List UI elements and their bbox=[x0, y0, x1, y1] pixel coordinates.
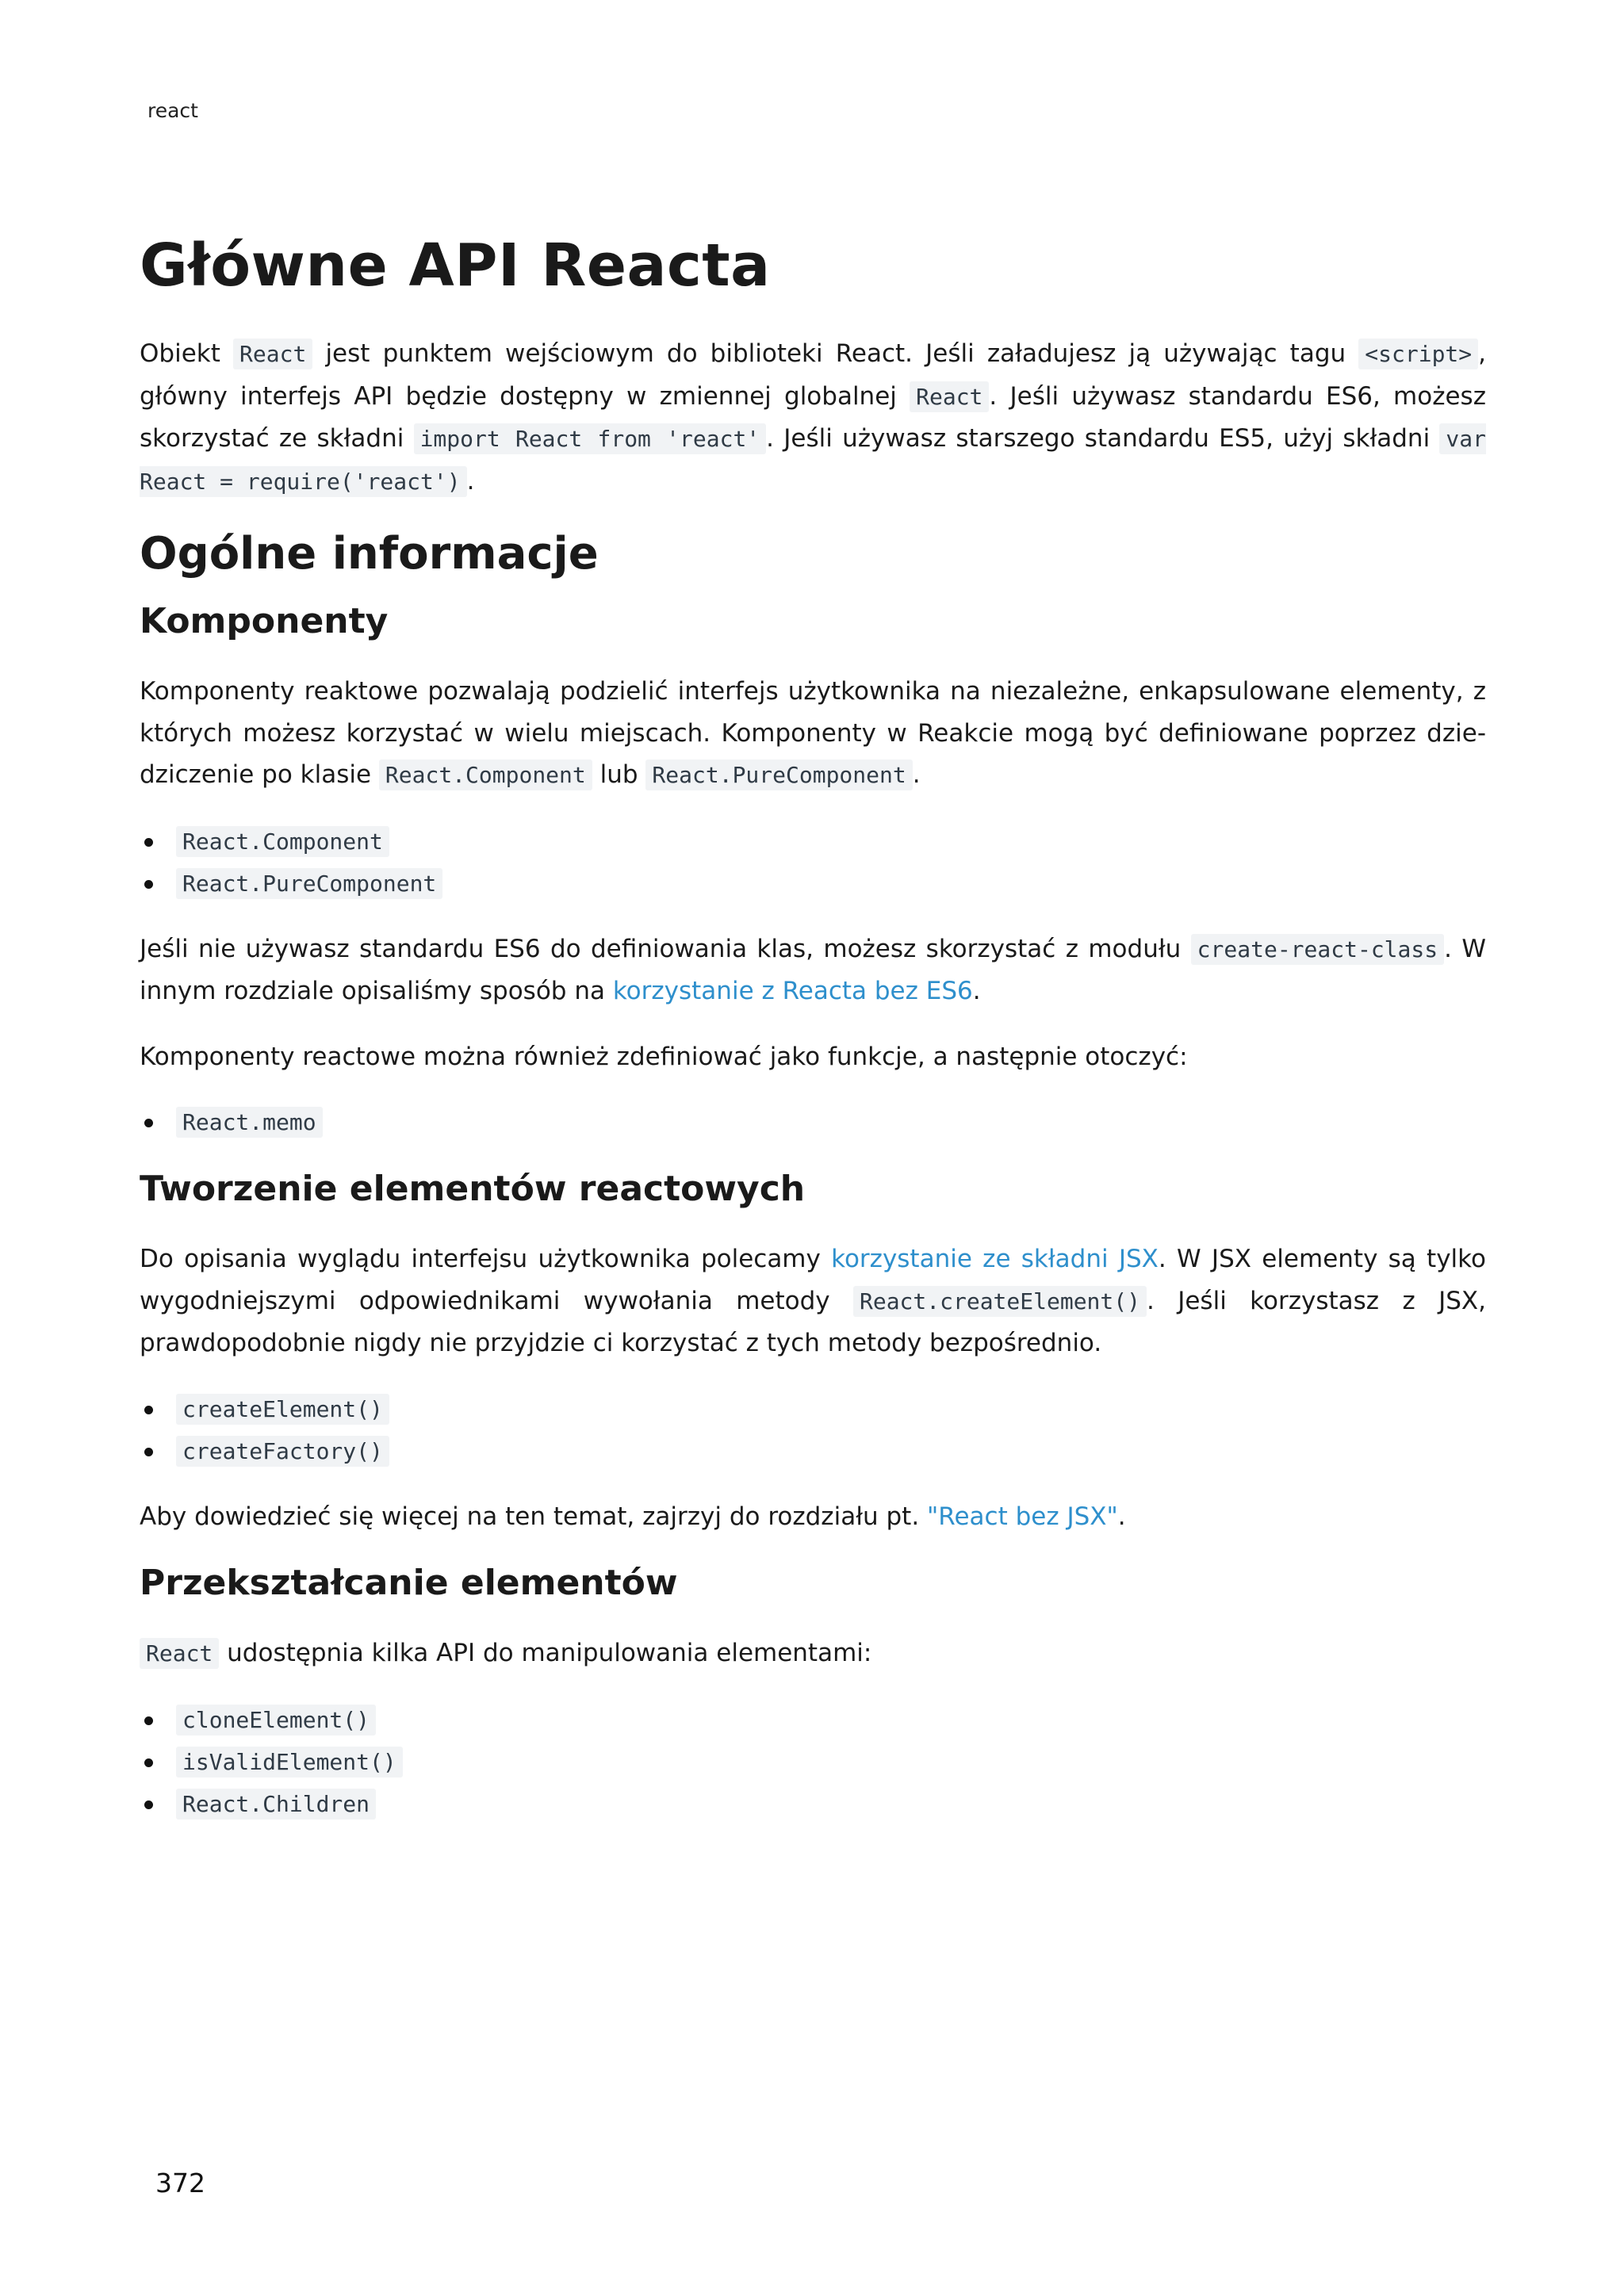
text: . bbox=[1117, 1502, 1126, 1531]
text: , główny interfejs API będzie dostępny w zmiennej globalnej bbox=[140, 339, 1486, 411]
list-item bbox=[140, 1783, 1486, 1825]
components-list bbox=[140, 821, 1486, 905]
list-item bbox=[140, 821, 1486, 863]
text: jest punktem wejściowym do biblioteki React. Jeśli załadujesz ją używając tagu bbox=[312, 339, 1359, 368]
components-paragraph-1 bbox=[140, 671, 1486, 797]
link-react-without-jsx[interactable]: "React bez JSX" bbox=[927, 1502, 1118, 1531]
inline-code: React.Children bbox=[176, 1789, 376, 1820]
creating-paragraph-1 bbox=[140, 1238, 1486, 1364]
inline-code: React.Component bbox=[379, 760, 592, 790]
list-item bbox=[140, 1101, 1486, 1143]
list-item bbox=[140, 1741, 1486, 1783]
inline-code: <script> bbox=[1358, 339, 1478, 369]
inline-code: cloneElement() bbox=[176, 1705, 376, 1735]
text: . W JSX elementy są tylko wygodniejszymi odpowiednikami wywołania metody bbox=[140, 1245, 1486, 1315]
inline-code: isValidElement() bbox=[176, 1747, 403, 1777]
link-react-without-es6[interactable]: korzystanie z Reacta bez ES6 bbox=[612, 977, 973, 1005]
subsection-heading-transforming-elements: Przekształcanie elementów bbox=[140, 1563, 678, 1603]
creating-list bbox=[140, 1388, 1486, 1472]
subsection-heading-creating-elements: Tworzenie elementów reactowych bbox=[140, 1169, 806, 1209]
section-heading-overview: Ogólne informacje bbox=[140, 528, 599, 580]
inline-code: React.PureComponent bbox=[176, 868, 442, 899]
creating-paragraph-2 bbox=[140, 1496, 1486, 1538]
page-content bbox=[140, 230, 1486, 1849]
text: lub bbox=[592, 760, 646, 789]
text: . W innym rozdziale opisaliśmy sposób na bbox=[140, 934, 1486, 1005]
transforming-paragraph bbox=[140, 1632, 1486, 1675]
function-components-list bbox=[140, 1101, 1486, 1143]
inline-code: React bbox=[910, 381, 989, 412]
text: udostępnia kilka API do manipulowania elementami: bbox=[219, 1639, 872, 1667]
text: Jeśli nie używasz standardu ES6 do definiowania klas, możesz skorzystać z modułu bbox=[140, 934, 1191, 963]
text: . bbox=[972, 977, 981, 1005]
inline-code: React bbox=[140, 1638, 219, 1669]
running-header: react bbox=[147, 99, 198, 122]
text: . bbox=[466, 466, 475, 496]
text: . Jeśli używasz starszego standardu ES5, użyj składni bbox=[766, 424, 1440, 453]
inline-code: createElement() bbox=[176, 1394, 389, 1425]
inline-code: React.memo bbox=[176, 1107, 323, 1138]
inline-code: createFactory() bbox=[176, 1436, 389, 1467]
text: . bbox=[912, 760, 921, 789]
page-title: Główne API Reacta bbox=[140, 232, 771, 300]
inline-code: React.createElement() bbox=[853, 1286, 1147, 1317]
list-item bbox=[140, 863, 1486, 905]
link-jsx-syntax[interactable]: korzystanie ze składni JSX bbox=[831, 1245, 1159, 1273]
inline-code: React.PureComponent bbox=[645, 760, 912, 790]
intro-paragraph bbox=[140, 333, 1486, 503]
transforming-list bbox=[140, 1699, 1486, 1825]
text: Aby dowiedzieć się więcej na ten temat, zajrzyj do rozdziału pt. bbox=[140, 1502, 928, 1531]
inline-code: create-react-class bbox=[1191, 934, 1444, 965]
components-paragraph-3: Komponenty reactowe można również zdefiniować jako funkcje, a następnie otoczyć: bbox=[140, 1042, 1188, 1071]
inline-code: var React = require('react') bbox=[140, 423, 1486, 497]
text: Obiekt bbox=[140, 339, 234, 368]
text: Komponenty reaktowe pozwalają podzielić interfejs użytkownika na niezależne, enkapsulowane elementy, z których możesz korzystać w wielu miejscach. Komponenty w Reakcie mogą być definiowane poprzez dziedziczenie po klasie bbox=[140, 677, 1486, 789]
list-item bbox=[140, 1430, 1486, 1472]
inline-code: React bbox=[233, 339, 312, 369]
list-item bbox=[140, 1699, 1486, 1741]
text: . Jeśli korzystasz z JSX, prawdopodobnie nigdy nie przyjdzie ci korzystać z tych metody bezpośrednio. bbox=[140, 1286, 1486, 1357]
subsection-heading-components: Komponenty bbox=[140, 601, 389, 641]
page-number: 372 bbox=[155, 2168, 205, 2198]
inline-code: import React from 'react' bbox=[414, 423, 767, 454]
text: . Jeśli używasz standardu ES6, możesz skorzystać ze składni bbox=[140, 381, 1486, 453]
text: Do opisania wyglądu interfejsu użytkownika polecamy bbox=[140, 1245, 832, 1273]
list-item bbox=[140, 1388, 1486, 1430]
components-paragraph-2 bbox=[140, 928, 1486, 1012]
inline-code: React.Component bbox=[176, 826, 389, 857]
